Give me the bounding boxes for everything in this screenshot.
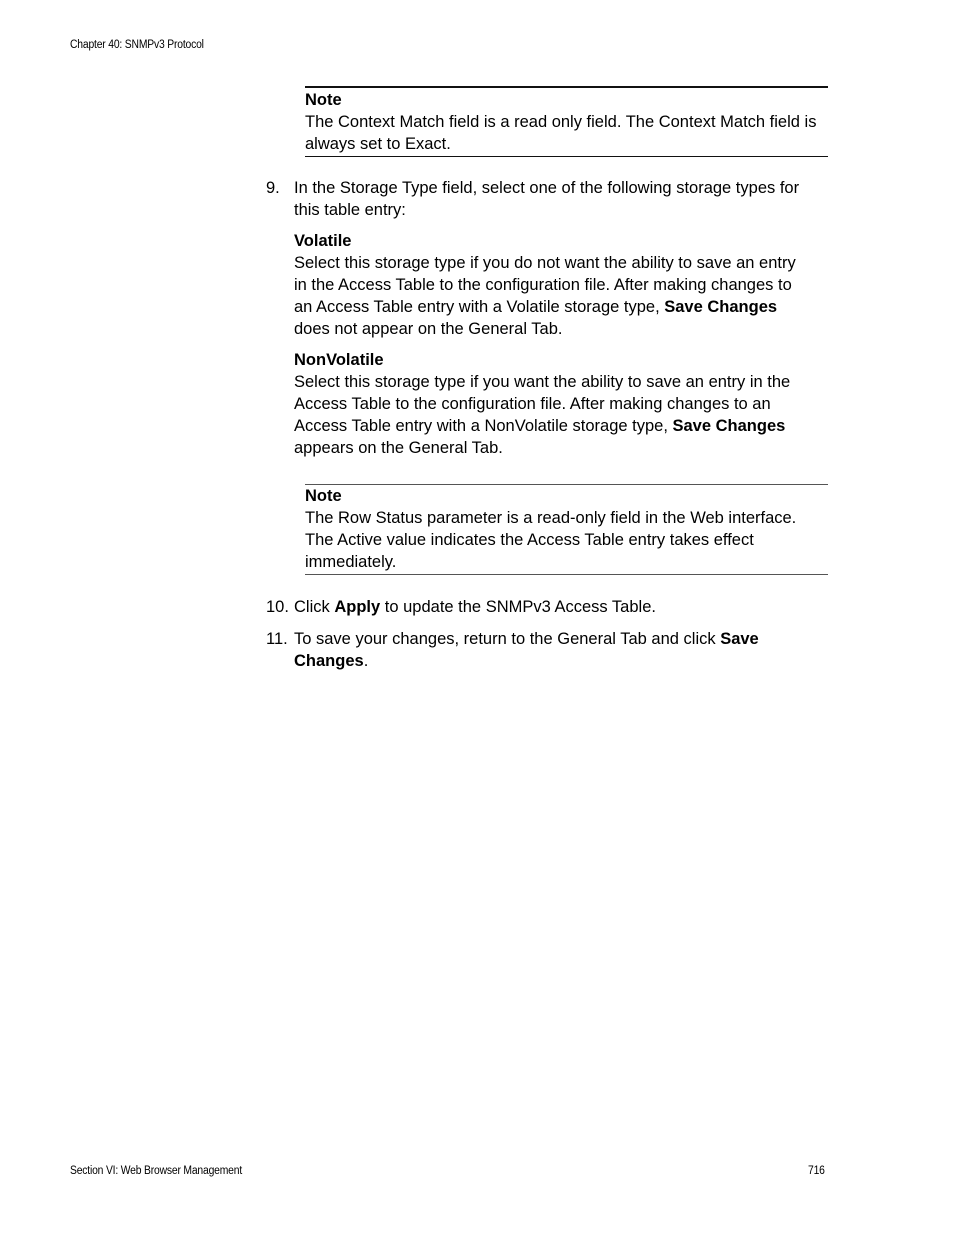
step-text-part: . <box>363 652 369 670</box>
step-text <box>294 596 829 618</box>
option-description <box>294 254 796 338</box>
option-text: does not appear on the General Tab. <box>294 320 563 338</box>
step-text-part: to update the SNMPv3 Access Table. <box>380 598 656 616</box>
note-title: Note <box>305 487 342 505</box>
step-bold-term: Apply <box>334 598 381 616</box>
note-text: The Row Status parameter is a read-only field in the Web interface. The Active value indicates the Access Table entry takes effect immediately. <box>305 509 797 571</box>
option-bold-term: Save Changes <box>672 417 786 435</box>
step-text-part: To save your changes, return to the General Tab and click <box>294 630 721 648</box>
option-text: Select this storage type if you want the ability to save an entry in the Access Table to the configuration file. After making changes to an Access Table entry with a NonVolatile storage type, <box>294 373 791 435</box>
option-nonvolatile <box>294 349 799 459</box>
running-footer-section: Section VI: Web Browser Management <box>70 1165 243 1177</box>
option-title: Volatile <box>294 232 352 250</box>
option-text: appears on the General Tab. <box>294 439 503 457</box>
step-text <box>294 628 829 672</box>
option-text: Select this storage type if you do not want the ability to save an entry in the Access Table to the configuration file. After making changes to an Access Table entry with a Volatile storage type, <box>294 254 796 316</box>
step-number: 11. <box>266 630 288 648</box>
note-text: The Context Match field is a read only field. The Context Match field is always set to Exact. <box>305 113 817 153</box>
running-header: Chapter 40: SNMPv3 Protocol <box>70 39 204 51</box>
step-bold-term: Save Changes <box>294 630 759 670</box>
step-text: In the Storage Type field, select one of the following storage types for this table entry: <box>294 179 800 219</box>
page-number: 716 <box>808 1165 825 1177</box>
note-title: Note <box>305 91 342 109</box>
step-text-part: Click <box>294 598 335 616</box>
step-number: 10. <box>266 598 289 616</box>
option-bold-term: Save Changes <box>664 298 778 316</box>
note-row-status <box>305 484 828 575</box>
note-context-match <box>305 86 828 157</box>
option-title: NonVolatile <box>294 351 384 369</box>
step-number: 9. <box>266 179 280 197</box>
option-description <box>294 373 790 457</box>
option-volatile <box>294 230 799 340</box>
